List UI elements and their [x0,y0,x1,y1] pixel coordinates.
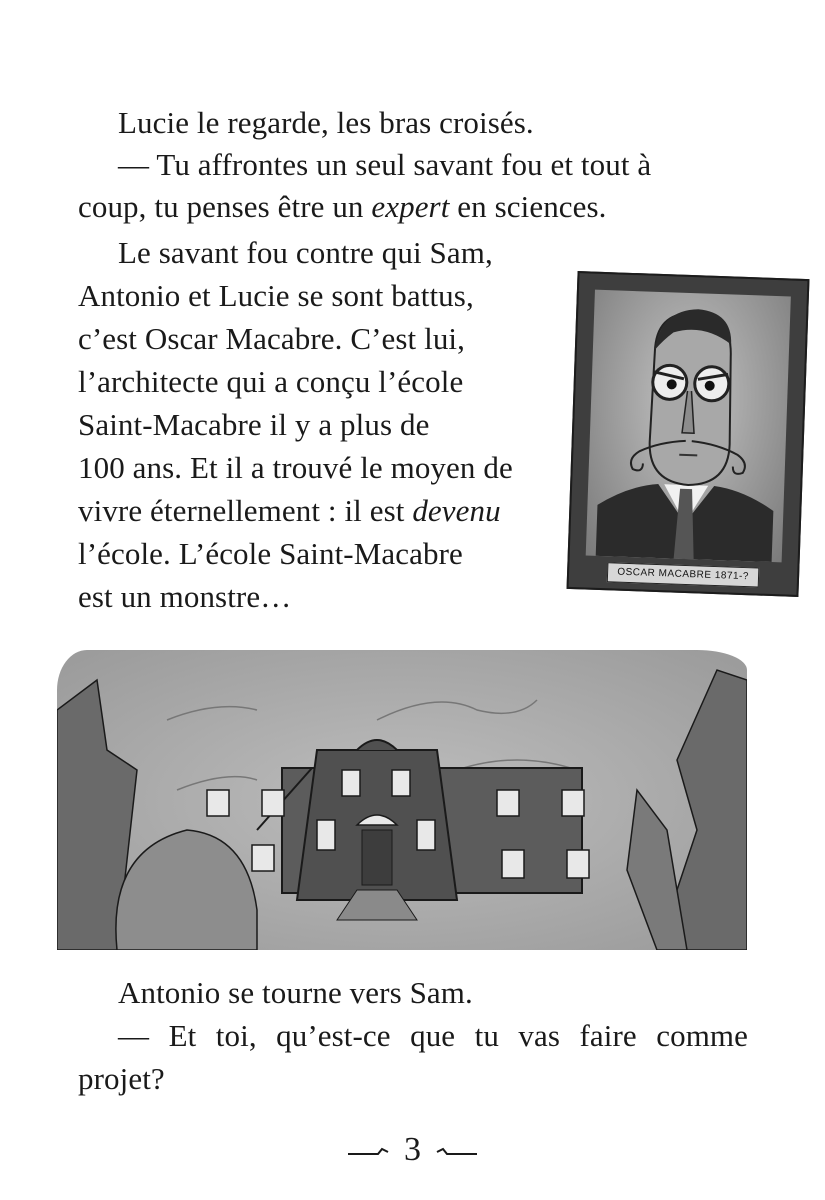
saint-macabre-school-icon [57,650,747,950]
text-line: l’architecte qui a conçu l’école [78,364,464,399]
text-span: vivre éternellement : il est [78,493,413,528]
text-line: Antonio et Lucie se sont battus, [78,278,474,313]
text-line: 100 ans. Et il a trouvé le moyen de [78,450,513,485]
text-line: l’école. L’école Saint-Macabre [78,536,463,571]
right-ornament-icon [435,1147,477,1157]
text-line: — Tu affrontes un seul savant fou et tout à [118,147,652,182]
page-folio [0,1132,825,1168]
text-line: est un monstre… [78,579,292,614]
text-line: Le savant fou contre qui Sam, [118,235,493,270]
left-ornament-icon [348,1147,390,1157]
text-line: projet? [78,1061,165,1096]
text-line: Lucie le regarde, les bras croisés. [118,105,534,140]
text-line [78,490,501,532]
page-number: 3 [404,1131,421,1168]
text-line: — Et toi, qu’est-ce que tu vas faire comme [118,1018,748,1053]
portrait-canvas [586,290,791,563]
text-line: Antonio se tourne vers Sam. [118,975,473,1010]
emphasis-text: expert [371,189,450,224]
text-line: Saint-Macabre il y a plus de [78,407,430,442]
text-span: coup, tu penses être un [78,189,372,224]
text-line: c’est Oscar Macabre. C’est lui, [78,321,465,356]
school-illustration [57,650,747,950]
text-line [78,186,607,228]
emphasis-text: devenu [412,493,501,528]
portrait-illustration [567,271,810,597]
text-span: en sciences. [449,189,607,224]
oscar-macabre-portrait-icon [586,290,791,563]
name-plaque: OSCAR MACABRE 1871-? [607,562,760,587]
